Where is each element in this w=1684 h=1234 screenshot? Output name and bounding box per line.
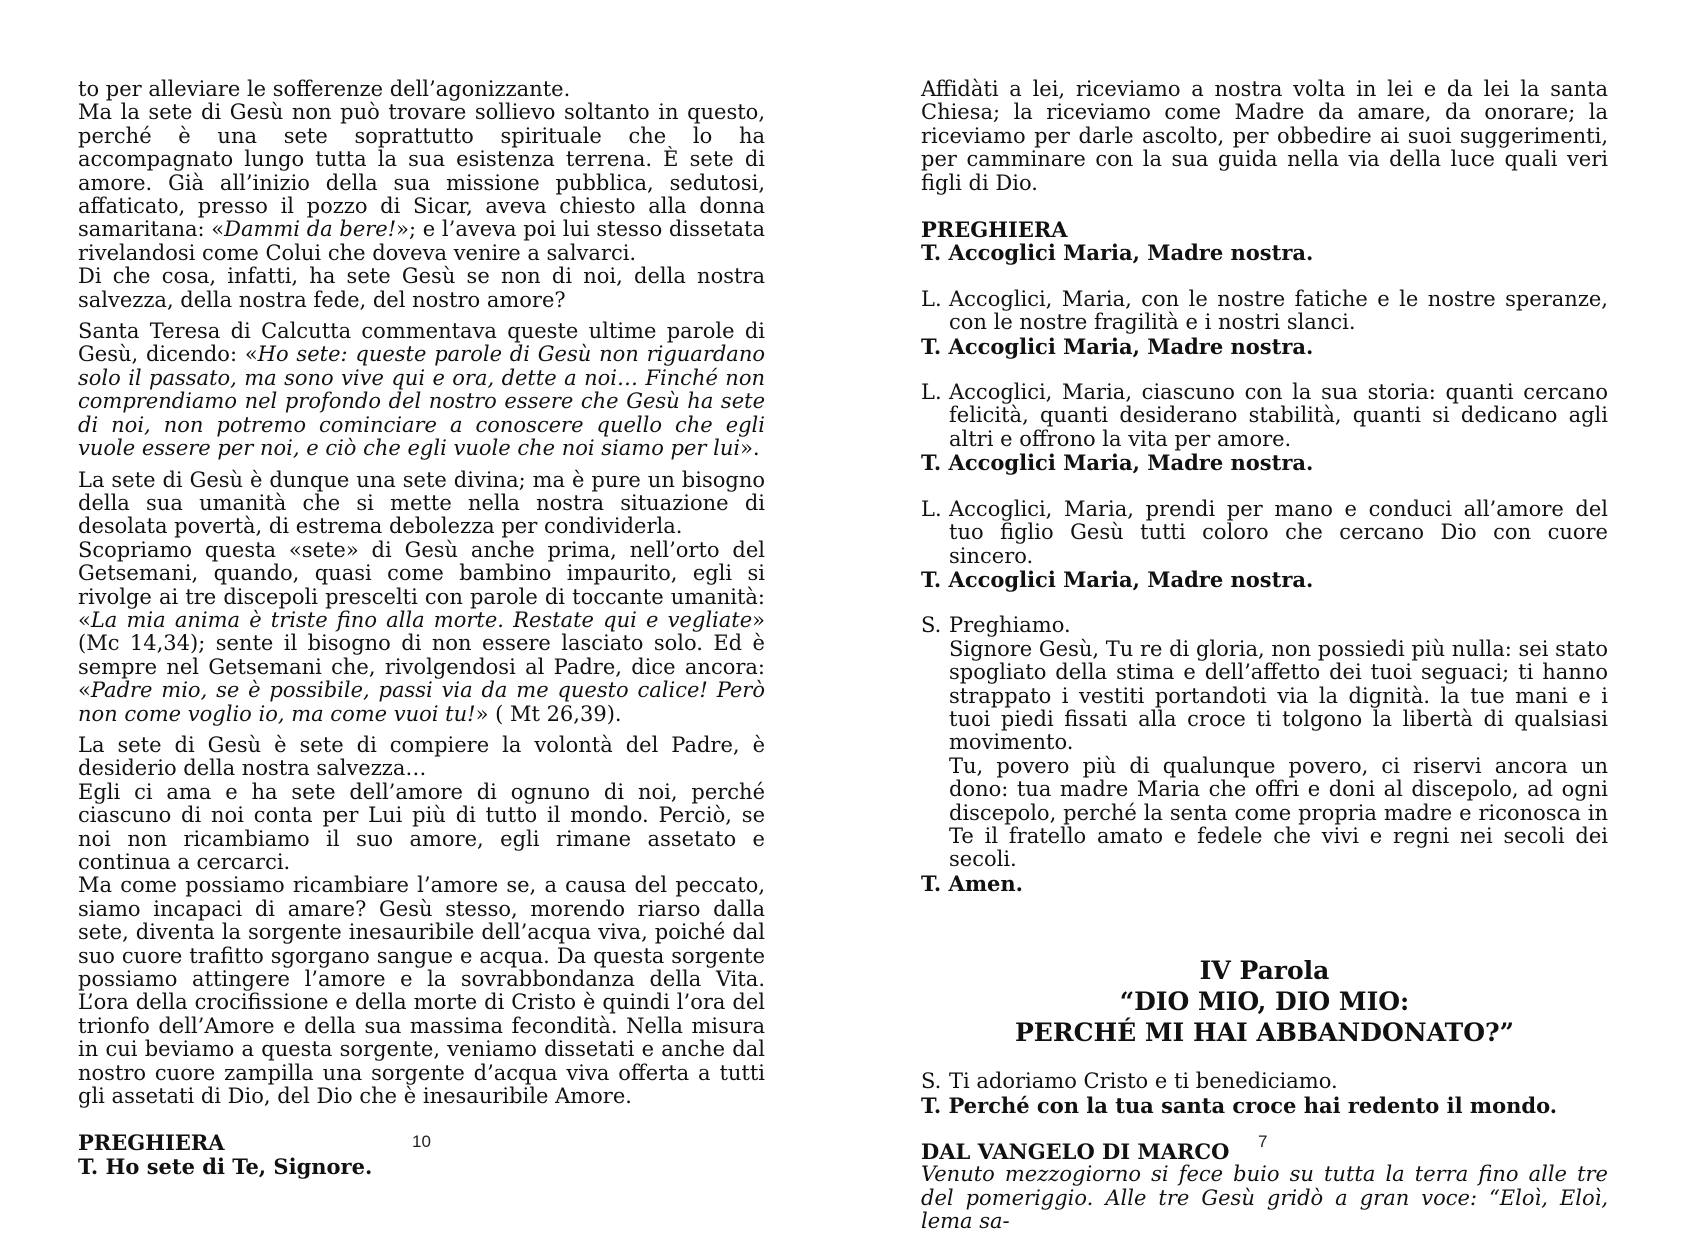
litany-item	[921, 288, 1608, 335]
paragraph: to per alleviare le sofferenze dell’agonizzante.	[78, 77, 571, 101]
prayer-response: T. Accoglici Maria, Madre nostra.	[921, 450, 1314, 476]
paragraph: La sete di Gesù è sete di compiere la volontà del Padre, è desiderio della nostra salvezza…	[78, 732, 765, 781]
right-page	[921, 78, 1608, 1234]
section-title-line: “DIO MIO, DIO MIO:	[1119, 987, 1410, 1017]
closing-prayer	[921, 614, 1608, 871]
litany-label: L.	[921, 496, 942, 521]
paragraph: Affidàti a lei, riceviamo a nostra volta in lei e da lei la santa Chiesa; la riceviamo come Madre da amare, da onorare; la riceviamo per darle ascolto, per obbedire ai suoi suggerimenti, per camminare con la sua guida nella via della luce quali veri figli di Dio.	[921, 77, 1608, 195]
prayer-response: T. Accoglici Maria, Madre nostra.	[921, 566, 1314, 592]
prayer-response: T. Ho sete di Te, Signore.	[78, 1153, 373, 1179]
prayer-line: Signore Gesù, Tu re di gloria, non possiedi più nulla: sei stato spogliato della stima e dell’affetto dei tuoi seguaci; ti hanno strappato i vestiti portandoti via la dignità. la tue mani e i tuoi piedi fissati alla croce ti tolgono la libertà di qualsiasi movimento.	[949, 636, 1608, 755]
paragraph: Ma come possiamo ricambiare l’amore se, a causa del peccato, siamo incapaci di amare? Gesù stesso, morendo riarso dalla sete, diventa la sorgente inesauribile dell’acqua viva, poiché dal suo cuore trafitto sgorgano sangue e acqua. Da questa sorgente possiamo attingere l’amore e la sovrabbondanza della Vita. L’ora della crocifissione e della morte di Cristo è quindi l’ora del trionfo dell’Amore e della sua massima fecondità. Nella misura in cui beviamo a questa sorgente, veniamo dissetati e anche dal nostro cuore zampilla una sorgente d’acqua viva offerta a tutti gli assetati di Dio, del Dio che è inesauribile Amore.	[78, 873, 765, 1109]
prayer-line: Tu, povero più di qualunque povero, ci riservi ancora un dono: tua madre Maria che offri e doni al discepolo, ad ogni discepolo, perché la senta come propria madre e riconosca in Te il fratello amato e fedele che vivi e regni nei secoli dei secoli.	[949, 753, 1608, 872]
acclamation-text: Ti adoriamo Cristo e ti benediciamo.	[949, 1069, 1338, 1094]
page-number-left: 10	[412, 1132, 431, 1151]
litany-label: L.	[921, 380, 942, 405]
amen-response: T. Amen.	[921, 870, 1023, 896]
acclamation	[921, 1070, 1608, 1093]
litany-text: Accoglici, Maria, ciascuno con la sua storia: quanti cercano felicità, quanti desiderano stabilità, quanti si dedicano agli altri e offrono la vita per amore.	[949, 380, 1608, 451]
litany-text: Accoglici, Maria, prendi per mano e conduci all’amore del tuo figlio Gesù tutti coloro che cercano Dio con cuore sincero.	[949, 496, 1608, 568]
paragraph: Ma la sete di Gesù non può trovare sollievo soltanto in questo, perché è una sete soprattutto spirituale che lo ha accompagnato lungo tutta la sua esistenza terrena. È sete di amore. Già all’inizio della sua missione pubblica, sedutosi, affaticato, presso il pozzo di Sicar, aveva chiesto alla donna samaritana: «Dammi da bere!»; e l’aveva poi lui stesso dissetata rivelandosi come Colui che doveva venire a salvarci.	[78, 100, 765, 265]
paragraph: Di che cosa, infatti, ha sete Gesù se non di noi, della nostra salvezza, della nostra fede, del nostro amore?	[78, 264, 765, 312]
paragraph: La sete di Gesù è dunque una sete divina; ma è pure un bisogno della sua umanità che si mette nella nostra situazione di desolata povertà, di estrema debolezza per condividerla.	[78, 467, 765, 539]
prayer-line: Preghiamo.	[949, 613, 1071, 638]
page-number-right: 7	[1258, 1132, 1268, 1151]
prayer-heading: PREGHIERA	[78, 1130, 225, 1156]
prayer-response: T. Accoglici Maria, Madre nostra.	[921, 333, 1314, 359]
acclamation-response: T. Perché con la tua santa croce hai redento il mondo.	[921, 1092, 1558, 1118]
paragraph: Egli ci ama e ha sete dell’amore di ognuno di noi, perché ciascuno di noi conta per Lui più di tutto il mondo. Perciò, se noi non ricambiamo il suo amore, egli rimane assetato e continua a cercarci.	[78, 779, 765, 874]
prayer-heading: PREGHIERA	[921, 217, 1068, 243]
prayer-label: S.	[921, 613, 942, 638]
gospel-heading: DAL VANGELO DI MARCO	[921, 1139, 1230, 1164]
gospel-text: Venuto mezzogiorno si fece buio su tutta la terra fino alle tre del pomeriggio. Alle tre Gesù gridò a gran voce: “Eloì, Eloì, lema sa-	[921, 1162, 1608, 1234]
prayer-response: T. Accoglici Maria, Madre nostra.	[921, 240, 1314, 266]
section-title-line: PERCHÉ MI HAI ABBANDONATO?”	[1014, 1018, 1515, 1048]
acclamation-label: S.	[921, 1069, 942, 1094]
litany-item	[921, 381, 1608, 451]
paragraph: Santa Teresa di Calcutta commentava queste ultime parole di Gesù, dicendo: «Ho sete: queste parole di Gesù non riguardano solo il passato, ma sono vive qui e ora, dette a noi… Finché non comprendiamo nel profondo del nostro essere che Gesù ha sete di noi, non potremo cominciare a conoscere quello che egli vuole essere per noi, e ciò che egli vuole che noi siamo per lui».	[78, 319, 765, 461]
litany-item	[921, 498, 1608, 568]
litany-text: Accoglici, Maria, con le nostre fatiche e le nostre speranze, con le nostre fragilità e i nostri slanci.	[949, 286, 1608, 335]
section-title-line: IV Parola	[1199, 956, 1330, 986]
section-title	[921, 955, 1608, 1048]
left-page	[78, 78, 765, 1178]
litany-label: L.	[921, 286, 942, 311]
paragraph: Scopriamo questa «sete» di Gesù anche prima, nell’orto del Getsemani, quando, quasi come bambino impaurito, egli si rivolge ai tre discepoli prescelti con parole di toccante umanità: «La mia anima è triste fino alla morte. Restate qui e vegliate» (Mc 14,34); sente il bisogno di non essere lasciato solo. Ed è sempre nel Getsemani che, rivolgendosi al Padre, dice ancora: «Padre mio, se è possibile, passi via da me questo calice! Però non come voglio io, ma come vuoi tu!» ( Mt 26,39).	[78, 537, 765, 726]
